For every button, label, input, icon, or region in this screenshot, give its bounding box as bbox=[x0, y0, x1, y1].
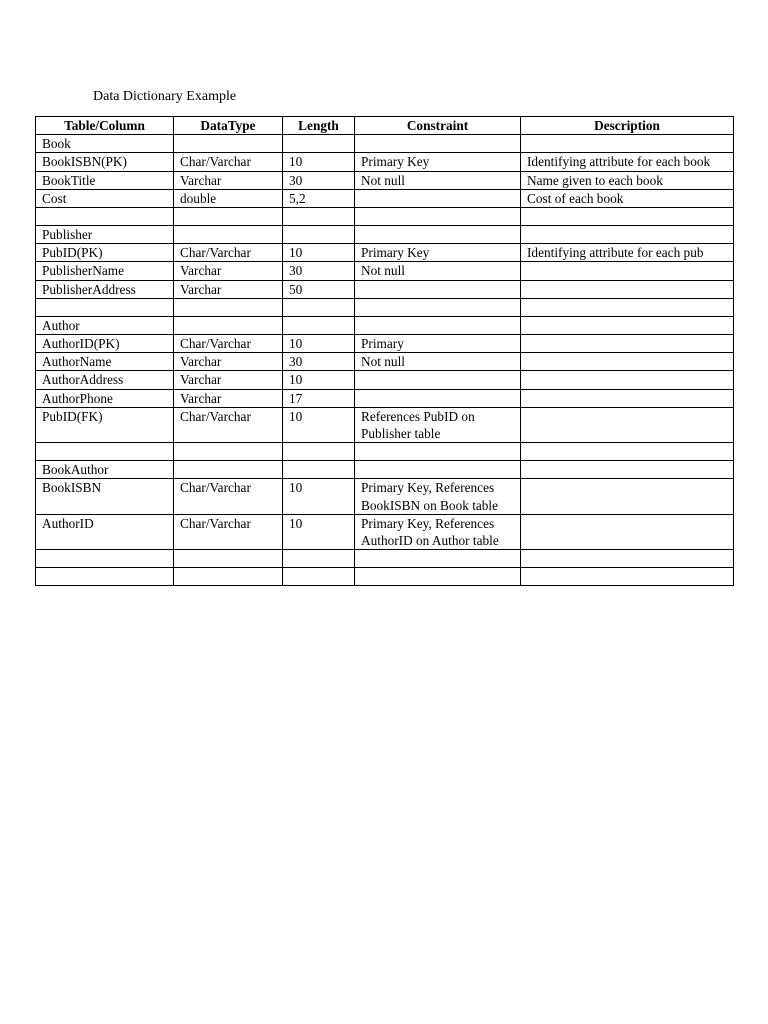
table-row bbox=[36, 316, 734, 334]
cell-length: 10 bbox=[283, 514, 355, 549]
cell-table-column: PublisherAddress bbox=[36, 280, 174, 298]
cell-description bbox=[521, 316, 734, 334]
cell-table-column: PubID(PK) bbox=[36, 244, 174, 262]
table-row bbox=[36, 135, 734, 153]
cell-length: 30 bbox=[283, 171, 355, 189]
cell-constraint: Not null bbox=[355, 171, 521, 189]
cell-datatype bbox=[174, 298, 283, 316]
cell-description: Identifying attribute for each pub bbox=[521, 244, 734, 262]
cell-length bbox=[283, 550, 355, 568]
cell-length bbox=[283, 461, 355, 479]
header-constraint: Constraint bbox=[355, 117, 521, 135]
cell-length: 17 bbox=[283, 389, 355, 407]
cell-table-column: BookTitle bbox=[36, 171, 174, 189]
cell-length: 30 bbox=[283, 353, 355, 371]
cell-datatype bbox=[174, 226, 283, 244]
cell-description bbox=[521, 135, 734, 153]
cell-description: Identifying attribute for each book bbox=[521, 153, 734, 171]
cell-datatype bbox=[174, 461, 283, 479]
cell-length bbox=[283, 443, 355, 461]
cell-constraint: Not null bbox=[355, 262, 521, 280]
cell-datatype bbox=[174, 316, 283, 334]
cell-constraint: Primary bbox=[355, 335, 521, 353]
cell-datatype: Varchar bbox=[174, 371, 283, 389]
cell-datatype: Char/Varchar bbox=[174, 244, 283, 262]
cell-table-column: AuthorID bbox=[36, 514, 174, 549]
cell-datatype: Char/Varchar bbox=[174, 514, 283, 549]
cell-table-column: Publisher bbox=[36, 226, 174, 244]
cell-datatype: Char/Varchar bbox=[174, 153, 283, 171]
cell-table-column: AuthorPhone bbox=[36, 389, 174, 407]
cell-table-column: BookISBN bbox=[36, 479, 174, 514]
cell-table-column: AuthorAddress bbox=[36, 371, 174, 389]
table-row bbox=[36, 262, 734, 280]
cell-description bbox=[521, 514, 734, 549]
cell-description: Name given to each book bbox=[521, 171, 734, 189]
cell-constraint bbox=[355, 550, 521, 568]
cell-table-column: Cost bbox=[36, 189, 174, 207]
cell-length: 10 bbox=[283, 407, 355, 442]
table-row bbox=[36, 226, 734, 244]
cell-table-column: AuthorName bbox=[36, 353, 174, 371]
cell-table-column: BookISBN(PK) bbox=[36, 153, 174, 171]
cell-datatype bbox=[174, 550, 283, 568]
table-row bbox=[36, 208, 734, 226]
cell-constraint: References PubID on Publisher table bbox=[355, 407, 521, 442]
table-row bbox=[36, 371, 734, 389]
cell-description bbox=[521, 335, 734, 353]
table-row bbox=[36, 461, 734, 479]
cell-datatype: Char/Varchar bbox=[174, 335, 283, 353]
cell-description bbox=[521, 298, 734, 316]
table-body bbox=[36, 135, 734, 586]
table-row bbox=[36, 514, 734, 549]
cell-table-column bbox=[36, 208, 174, 226]
cell-description bbox=[521, 371, 734, 389]
table-header-row bbox=[36, 117, 734, 135]
cell-length: 10 bbox=[283, 153, 355, 171]
header-description: Description bbox=[521, 117, 734, 135]
cell-datatype: double bbox=[174, 189, 283, 207]
cell-description bbox=[521, 280, 734, 298]
table-row bbox=[36, 407, 734, 442]
cell-table-column bbox=[36, 568, 174, 586]
cell-table-column: Author bbox=[36, 316, 174, 334]
cell-table-column: PublisherName bbox=[36, 262, 174, 280]
cell-datatype: Varchar bbox=[174, 389, 283, 407]
cell-length: 30 bbox=[283, 262, 355, 280]
cell-description bbox=[521, 407, 734, 442]
cell-datatype: Varchar bbox=[174, 353, 283, 371]
cell-description bbox=[521, 226, 734, 244]
cell-datatype: Char/Varchar bbox=[174, 479, 283, 514]
cell-length bbox=[283, 226, 355, 244]
cell-description bbox=[521, 353, 734, 371]
cell-description bbox=[521, 443, 734, 461]
cell-description bbox=[521, 208, 734, 226]
cell-constraint bbox=[355, 135, 521, 153]
cell-constraint bbox=[355, 389, 521, 407]
cell-constraint bbox=[355, 371, 521, 389]
cell-datatype bbox=[174, 568, 283, 586]
cell-description bbox=[521, 461, 734, 479]
header-length: Length bbox=[283, 117, 355, 135]
cell-table-column bbox=[36, 443, 174, 461]
cell-constraint: Primary Key, References BookISBN on Book table bbox=[355, 479, 521, 514]
table-row bbox=[36, 550, 734, 568]
cell-constraint bbox=[355, 226, 521, 244]
cell-datatype: Char/Varchar bbox=[174, 407, 283, 442]
cell-length: 10 bbox=[283, 335, 355, 353]
cell-length bbox=[283, 298, 355, 316]
cell-constraint bbox=[355, 298, 521, 316]
table-row bbox=[36, 479, 734, 514]
cell-constraint bbox=[355, 189, 521, 207]
cell-description bbox=[521, 479, 734, 514]
cell-datatype: Varchar bbox=[174, 171, 283, 189]
table-row bbox=[36, 568, 734, 586]
cell-length bbox=[283, 316, 355, 334]
cell-length: 5,2 bbox=[283, 189, 355, 207]
cell-constraint bbox=[355, 461, 521, 479]
table-row bbox=[36, 298, 734, 316]
cell-description: Cost of each book bbox=[521, 189, 734, 207]
cell-length bbox=[283, 135, 355, 153]
table-row bbox=[36, 353, 734, 371]
cell-datatype bbox=[174, 208, 283, 226]
cell-constraint: Not null bbox=[355, 353, 521, 371]
cell-constraint: Primary Key, References AuthorID on Author table bbox=[355, 514, 521, 549]
cell-table-column: BookAuthor bbox=[36, 461, 174, 479]
cell-table-column: PubID(FK) bbox=[36, 407, 174, 442]
table-row bbox=[36, 171, 734, 189]
table-row bbox=[36, 335, 734, 353]
cell-constraint bbox=[355, 208, 521, 226]
table-row bbox=[36, 244, 734, 262]
cell-description bbox=[521, 568, 734, 586]
table-row bbox=[36, 189, 734, 207]
cell-description bbox=[521, 550, 734, 568]
header-datatype: DataType bbox=[174, 117, 283, 135]
cell-datatype: Varchar bbox=[174, 262, 283, 280]
cell-constraint bbox=[355, 316, 521, 334]
cell-table-column: Book bbox=[36, 135, 174, 153]
header-table-column: Table/Column bbox=[36, 117, 174, 135]
cell-datatype bbox=[174, 443, 283, 461]
cell-constraint: Primary Key bbox=[355, 244, 521, 262]
cell-description bbox=[521, 262, 734, 280]
table-row bbox=[36, 280, 734, 298]
cell-table-column: AuthorID(PK) bbox=[36, 335, 174, 353]
cell-table-column bbox=[36, 298, 174, 316]
cell-length bbox=[283, 568, 355, 586]
table-row bbox=[36, 443, 734, 461]
table-row bbox=[36, 153, 734, 171]
cell-length: 50 bbox=[283, 280, 355, 298]
cell-constraint bbox=[355, 280, 521, 298]
cell-constraint bbox=[355, 568, 521, 586]
cell-length: 10 bbox=[283, 371, 355, 389]
data-dictionary-table bbox=[35, 116, 734, 586]
cell-constraint bbox=[355, 443, 521, 461]
table-row bbox=[36, 389, 734, 407]
document-title: Data Dictionary Example bbox=[93, 89, 237, 104]
cell-constraint: Primary Key bbox=[355, 153, 521, 171]
cell-length: 10 bbox=[283, 479, 355, 514]
cell-length: 10 bbox=[283, 244, 355, 262]
cell-length bbox=[283, 208, 355, 226]
cell-datatype: Varchar bbox=[174, 280, 283, 298]
cell-description bbox=[521, 389, 734, 407]
cell-datatype bbox=[174, 135, 283, 153]
cell-table-column bbox=[36, 550, 174, 568]
